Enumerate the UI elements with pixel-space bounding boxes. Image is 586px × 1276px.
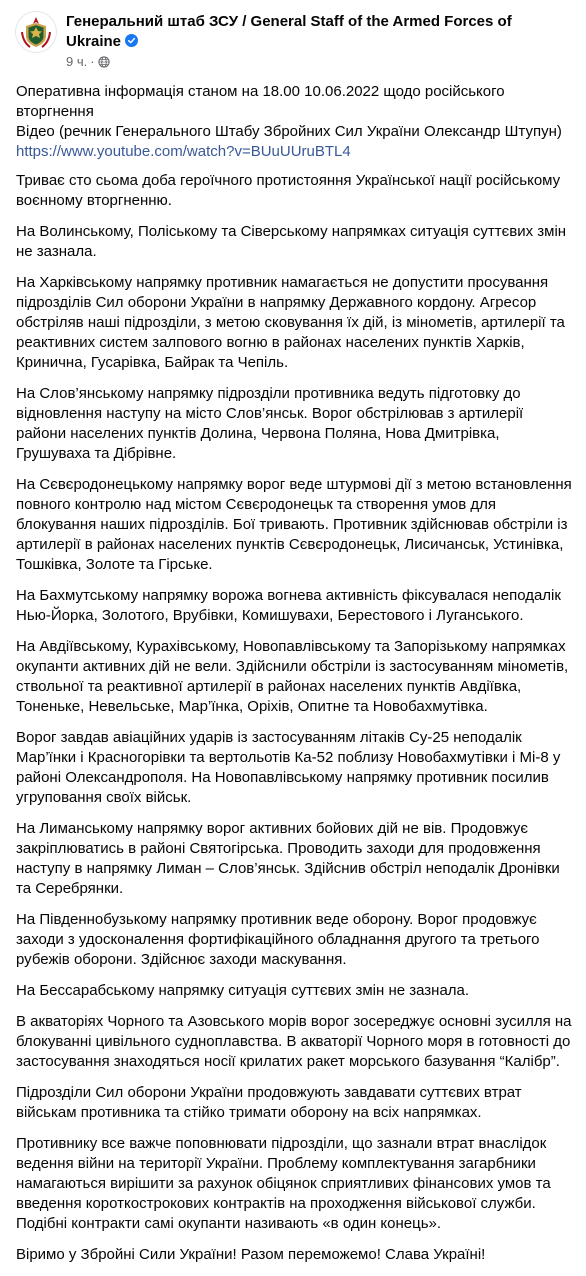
video-caption: Відео (речник Генерального Штабу Збройних Сил України Олександр Штупун) <box>16 123 562 140</box>
post-paragraph: На Волинському, Поліському та Сіверському напрямках ситуація суттєвих змін не зазнала. <box>16 223 567 260</box>
author-name[interactable]: Генеральний штаб ЗСУ / General Staff of the Armed Forces of Ukraine <box>66 13 512 50</box>
post-timestamp[interactable]: 9 ч. <box>66 54 88 69</box>
post-body <box>16 82 572 1276</box>
post-paragraph: Віримо у Збройні Сили України! Разом переможемо! Слава Україні! <box>16 1246 486 1263</box>
post-paragraph: На Лиманському напрямку ворог активних бойових дій не вів. Продовжує закріплюватись в районі Святогірська. Проводить заходи для продовження наступу в напрямку Лиман – Слов’янськ. Здійснив обстріл неподалік Дронівки та Серебрянки. <box>16 820 560 897</box>
meta-separator: · <box>90 54 95 69</box>
post-header <box>16 12 572 70</box>
post-author[interactable] <box>66 12 566 52</box>
post-paragraph: Ворог завдав авіаційних ударів із застосуванням літаків Су-25 неподалік Мар’їнки і Красногорівки та вертольотів Ка-52 поблизу Новобахмутівки і Мі-8 у районі Олександрополя. На Новопавлівському напрямку противник посилив угруповання своїх військ. <box>16 729 561 806</box>
post-paragraph: На Бахмутському напрямку ворожа вогнева активність фіксувалася неподалік Нью-Йорка, Золотого, Врубівки, Комишувахи, Берестового і Луганського. <box>16 587 561 624</box>
post-paragraph: На Південнобузькому напрямку противник веде оборону. Ворог продовжує заходи з удосконалення фортифікаційного обладнання другого та третього рубежів оборони. Здійснює заходи маскування. <box>16 911 540 968</box>
post-paragraph: Триває сто сьома доба героїчного протистояння Української нації російському воєнному вторгненню. <box>16 172 561 209</box>
verified-badge-icon <box>125 33 138 46</box>
avatar[interactable] <box>16 12 56 52</box>
post-paragraph: Підрозділи Сил оборони України продовжують завдавати суттєвих втрат військам противника та стійко тримати оборону на всіх напрямках. <box>16 1084 522 1121</box>
post-paragraph: Противнику все важче поповнювати підрозділи, що зазнали втрат внаслідок ведення війни на території України. Проблему комплектування загарбники намагаються вирішити за рахунок обіцянок сприятливих фінансових умов та введення короткострокових контрактів на проходження військової служби. Подібні контракти самі окупанти називають «в один конець». <box>16 1135 551 1232</box>
globe-icon[interactable] <box>98 56 110 68</box>
post-paragraph: На Харківському напрямку противник намагається не допустити просування підрозділів Сил оборони України в напрямку Державного кордону. Агресор обстріляв наші підрозділи, з метою сковування їх дій, із мінометів, артилерії та реактивних систем залпового вогню в районах населених пунктів Харків, Кринична, Гусарівка, Байрак та Чепіль. <box>16 274 565 371</box>
post-paragraph: В акваторіях Чорного та Азовського морів ворог зосереджує основні зусилля на блокуванні цивільного судноплавства. В акваторії Чорного моря в готовності до застосування знаходяться носії крилатих ракет морського базування “Калібр”. <box>16 1013 572 1070</box>
general-staff-emblem-icon <box>16 12 56 52</box>
post-paragraph: На Авдіївському, Курахівському, Новопавлівському та Запорізькому напрямках окупанти активних дій не вели. Здійснили обстріли із застосуванням мінометів, ствольної та реактивної артилерії в районах населених пунктів Авдіївка, Тоненьке, Невельське, Мар’їнка, Оріхів, Опитне та Новобахмутівка. <box>16 638 569 715</box>
post-paragraph: На Сєвєродонецькому напрямку ворог веде штурмові дії з метою встановлення повного контролю над містом Сєвєродонецьк та створення умов для блокування наших підрозділів. Бої тривають. Противник здійснював обстріли із артилерії в районах населених пунктів Сєвєродонецьк, Лисичанськ, Устинівка, Тошківка, Золоте та Гірське. <box>16 476 572 573</box>
report-title: Оперативна інформація станом на 18.00 10.06.2022 щодо російського вторгнення <box>16 83 505 120</box>
video-link[interactable]: https://www.youtube.com/watch?v=BUuUUruBTL4 <box>16 143 351 160</box>
post-meta <box>66 54 110 70</box>
post-paragraph: На Бессарабському напрямку ситуація суттєвих змін не зазнала. <box>16 982 470 999</box>
post-paragraph: На Слов’янському напрямку підрозділи противника ведуть підготовку до відновлення наступу на місто Слов’янськ. Ворог обстрілював з артилерії райони населених пунктів Долина, Червона Поляна, Нова Дмитрівка, Грушуваха та Дібрівне. <box>16 385 524 462</box>
post-intro <box>16 82 572 162</box>
